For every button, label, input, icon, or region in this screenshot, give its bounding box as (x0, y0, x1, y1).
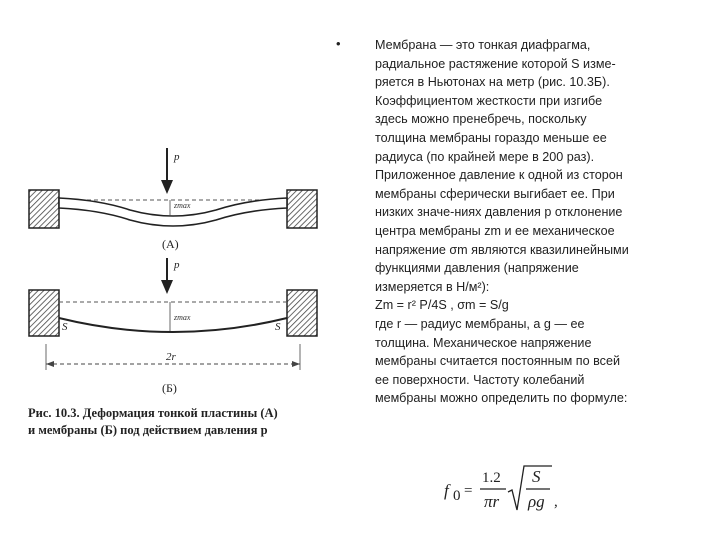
figure-caption-line-1: Рис. 10.3. Деформация тонкой пластины (А) (28, 406, 278, 420)
formula-trailing-comma: , (554, 494, 558, 510)
text-line: мембраны считается постоянным по всей (375, 354, 621, 369)
right-clamp-a (287, 190, 317, 228)
formula-equals: = (464, 483, 473, 499)
bullet-marker: • (336, 36, 341, 51)
deformed-plate-a (59, 198, 287, 226)
formula-numerator: 1.2 (482, 470, 501, 486)
text-line: здесь можно пренебречь, поскольку (375, 112, 587, 127)
formula-root-numerator: S (532, 467, 541, 486)
text-line: где r — радиус мембраны, a g — ее (375, 316, 585, 331)
pressure-arrowhead-b (161, 280, 173, 294)
formula-lhs: f (444, 481, 449, 500)
diagram-label-a: (А) (162, 237, 179, 251)
diagram-label-b: (Б) (162, 381, 177, 395)
tension-label-right: S (275, 321, 281, 333)
frequency-formula (440, 460, 580, 520)
plate-diagram-a (29, 148, 317, 251)
membrane-diagram-b (29, 258, 317, 395)
pressure-label-b: p (174, 259, 180, 271)
text-line: радиуса (по крайней мере в 200 раз). (375, 149, 595, 164)
text-line: толщина. Механическое напряжение (375, 335, 592, 350)
text-line: ряется в Ньютонах на метр (рис. 10.3Б). (375, 75, 610, 90)
pressure-arrowhead-a (161, 180, 173, 194)
text-line: мембраны можно определить по формуле: (375, 391, 628, 406)
formula-denominator: πr (484, 492, 500, 511)
dimension-arrow-left (46, 361, 54, 367)
right-clamp-b (287, 290, 317, 336)
left-clamp-b (29, 290, 59, 336)
text-line: толщина мембраны гораздо меньше ее (375, 130, 607, 145)
pressure-label-a: p (174, 151, 180, 163)
deformed-membrane-b (59, 318, 287, 332)
zmax-label-b: zmax (174, 313, 191, 322)
left-clamp-a (29, 190, 59, 228)
text-line: Коэффициентом жесткости при изгибе (375, 93, 603, 108)
diameter-label: 2r (166, 351, 176, 363)
body-text (330, 36, 680, 408)
text-line: мембраны сферически выгибает ее. При (375, 186, 615, 201)
text-line: низких значе-ниях давления p отклонение (375, 205, 623, 220)
text-line: напряжение σm являются квазилинейными (375, 242, 629, 257)
zmax-label-a: zmax (174, 201, 191, 210)
text-line: измеряется в Н/м²): (375, 279, 490, 294)
formula-inline: Zm = r² P/4S , σm = S/g (375, 298, 509, 313)
text-line: центра мембраны zm и ее механическое (375, 223, 615, 238)
figure-caption-line-2: и мембраны (Б) под действием давления p (28, 423, 268, 437)
text-line: ее поверхности. Частоту колебаний (375, 372, 585, 387)
text-line: радиальное растяжение которой S изме- (375, 56, 616, 71)
formula-lhs-subscript: 0 (453, 488, 461, 504)
text-line: функциями давления (напряжение (375, 261, 579, 276)
text-line: Мембрана — это тонкая диафрагма, (375, 38, 591, 52)
tension-label-left: S (62, 321, 68, 333)
dimension-arrow-right (292, 361, 300, 367)
formula-root-denominator: ρg (528, 492, 545, 511)
text-line: Приложенное давление к одной из сторон (375, 168, 623, 183)
